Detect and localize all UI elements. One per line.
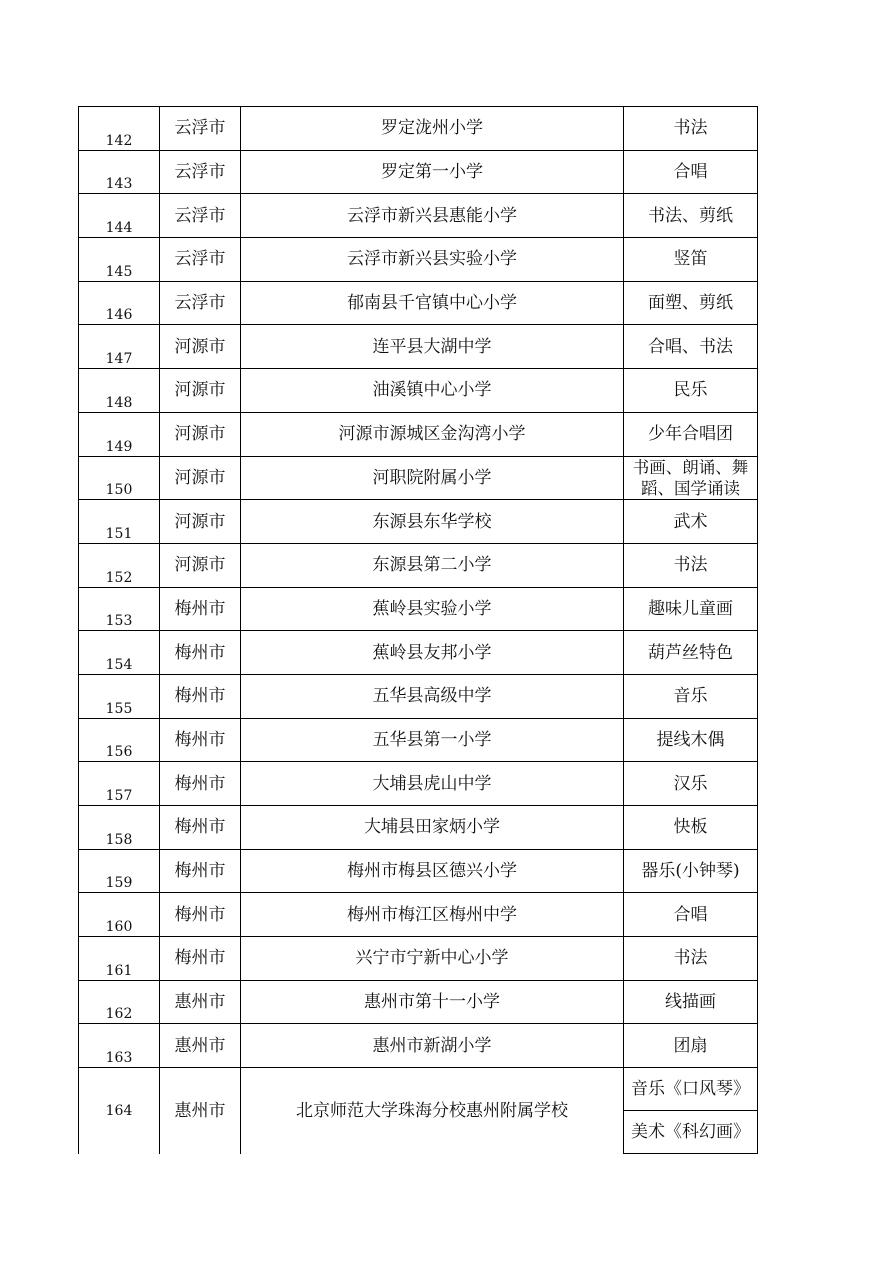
project-cell: 合唱、书法: [624, 325, 758, 369]
project-cell: 葫芦丝特色: [624, 631, 758, 675]
table-row: [79, 238, 758, 282]
project-cell: 书法、剪纸: [624, 194, 758, 238]
school-name-cell: 云浮市新兴县实验小学: [241, 238, 624, 282]
city-cell: 梅州市: [160, 587, 241, 631]
project-cell: 快板: [624, 806, 758, 850]
row-number: 162: [79, 980, 160, 1024]
school-name-cell: 梅州市梅江区梅州中学: [241, 893, 624, 937]
school-name-cell: 油溪镇中心小学: [241, 369, 624, 413]
row-number: 163: [79, 1024, 160, 1068]
city-cell: 惠州市: [160, 1068, 241, 1155]
table-row: [79, 674, 758, 718]
table-row: [79, 980, 758, 1024]
city-cell: 梅州市: [160, 849, 241, 893]
school-name-cell: 东源县第二小学: [241, 543, 624, 587]
city-cell: 云浮市: [160, 238, 241, 282]
project-cell: 书法: [624, 937, 758, 981]
city-cell: 惠州市: [160, 980, 241, 1024]
school-name-cell: 东源县东华学校: [241, 500, 624, 544]
school-name-cell: 五华县第一小学: [241, 718, 624, 762]
city-cell: 梅州市: [160, 718, 241, 762]
project-cell: 线描画: [624, 980, 758, 1024]
school-name-cell: 河职院附属小学: [241, 456, 624, 500]
project-cell: 书画、朗诵、舞蹈、国学诵读: [624, 456, 758, 500]
project-cell: 汉乐: [624, 762, 758, 806]
row-number: 159: [79, 849, 160, 893]
table-row: [79, 194, 758, 238]
table-row: [79, 150, 758, 194]
city-cell: 河源市: [160, 369, 241, 413]
school-name-cell: 罗定泷州小学: [241, 107, 624, 151]
city-cell: 云浮市: [160, 281, 241, 325]
table-row: [79, 325, 758, 369]
city-cell: 云浮市: [160, 194, 241, 238]
school-name-cell: 梅州市梅县区德兴小学: [241, 849, 624, 893]
row-number: 145: [79, 238, 160, 282]
project-cell: 书法: [624, 107, 758, 151]
project-cell: 民乐: [624, 369, 758, 413]
school-name-cell: 惠州市第十一小学: [241, 980, 624, 1024]
table-row: [79, 587, 758, 631]
table-row: [79, 762, 758, 806]
row-number: 154: [79, 631, 160, 675]
row-number: 156: [79, 718, 160, 762]
school-name-cell: 郁南县千官镇中心小学: [241, 281, 624, 325]
school-name-cell: 大埔县虎山中学: [241, 762, 624, 806]
row-number: 150: [79, 456, 160, 500]
school-name-cell: 蕉岭县实验小学: [241, 587, 624, 631]
row-number: 149: [79, 412, 160, 456]
row-number: 160: [79, 893, 160, 937]
city-cell: 惠州市: [160, 1024, 241, 1068]
city-cell: 梅州市: [160, 806, 241, 850]
row-number: 155: [79, 674, 160, 718]
table-row: [79, 369, 758, 413]
city-cell: 河源市: [160, 325, 241, 369]
city-cell: 河源市: [160, 500, 241, 544]
table-row: [79, 500, 758, 544]
project-cell: 团扇: [624, 1024, 758, 1068]
school-name-cell: 大埔县田家炳小学: [241, 806, 624, 850]
city-cell: 河源市: [160, 543, 241, 587]
project-sub-item: 音乐《口风琴》: [624, 1068, 757, 1111]
school-name-cell: 云浮市新兴县惠能小学: [241, 194, 624, 238]
table-row: [79, 1068, 758, 1155]
row-number: 146: [79, 281, 160, 325]
project-cell: 书法: [624, 543, 758, 587]
city-cell: 梅州市: [160, 893, 241, 937]
table-row: [79, 1024, 758, 1068]
school-name-cell: 连平县大湖中学: [241, 325, 624, 369]
school-name-cell: 罗定第一小学: [241, 150, 624, 194]
school-name-cell: 蕉岭县友邦小学: [241, 631, 624, 675]
project-cell: 趣味儿童画: [624, 587, 758, 631]
row-number: 148: [79, 369, 160, 413]
table-row: [79, 412, 758, 456]
school-name-cell: 兴宁市宁新中心小学: [241, 937, 624, 981]
table-row: [79, 631, 758, 675]
table-row: [79, 849, 758, 893]
project-cell: 面塑、剪纸: [624, 281, 758, 325]
row-number: 153: [79, 587, 160, 631]
table-row: [79, 543, 758, 587]
city-cell: 河源市: [160, 456, 241, 500]
city-cell: 云浮市: [160, 150, 241, 194]
city-cell: 梅州市: [160, 674, 241, 718]
project-sub-item: 美术《科幻画》: [624, 1111, 757, 1154]
row-number: 151: [79, 500, 160, 544]
table-row: [79, 456, 758, 500]
row-number: 142: [79, 107, 160, 151]
row-number: 161: [79, 937, 160, 981]
table-row: [79, 806, 758, 850]
row-number: 147: [79, 325, 160, 369]
table-row: [79, 937, 758, 981]
project-cell: 合唱: [624, 150, 758, 194]
project-cell: 竖笛: [624, 238, 758, 282]
project-cell: 合唱: [624, 893, 758, 937]
school-table: [78, 106, 758, 1154]
school-name-cell: 河源市源城区金沟湾小学: [241, 412, 624, 456]
school-name-cell: 北京师范大学珠海分校惠州附属学校: [241, 1068, 624, 1155]
city-cell: 梅州市: [160, 631, 241, 675]
row-number: 157: [79, 762, 160, 806]
school-name-cell: 五华县高级中学: [241, 674, 624, 718]
city-cell: 梅州市: [160, 762, 241, 806]
project-cell: 器乐(小钟琴): [624, 849, 758, 893]
row-number: 144: [79, 194, 160, 238]
table-row: [79, 281, 758, 325]
table-row: [79, 107, 758, 151]
city-cell: 云浮市: [160, 107, 241, 151]
school-name-cell: 惠州市新湖小学: [241, 1024, 624, 1068]
city-cell: 河源市: [160, 412, 241, 456]
project-cell: 武术: [624, 500, 758, 544]
row-number: 152: [79, 543, 160, 587]
city-cell: 梅州市: [160, 937, 241, 981]
table-row: [79, 893, 758, 937]
project-cell: 少年合唱团: [624, 412, 758, 456]
row-number: 143: [79, 150, 160, 194]
school-table-body: [79, 107, 758, 1155]
row-number: 164: [79, 1068, 160, 1155]
project-cell: 提线木偶: [624, 718, 758, 762]
project-cell: [624, 1068, 758, 1155]
project-cell: 音乐: [624, 674, 758, 718]
table-row: [79, 718, 758, 762]
row-number: 158: [79, 806, 160, 850]
